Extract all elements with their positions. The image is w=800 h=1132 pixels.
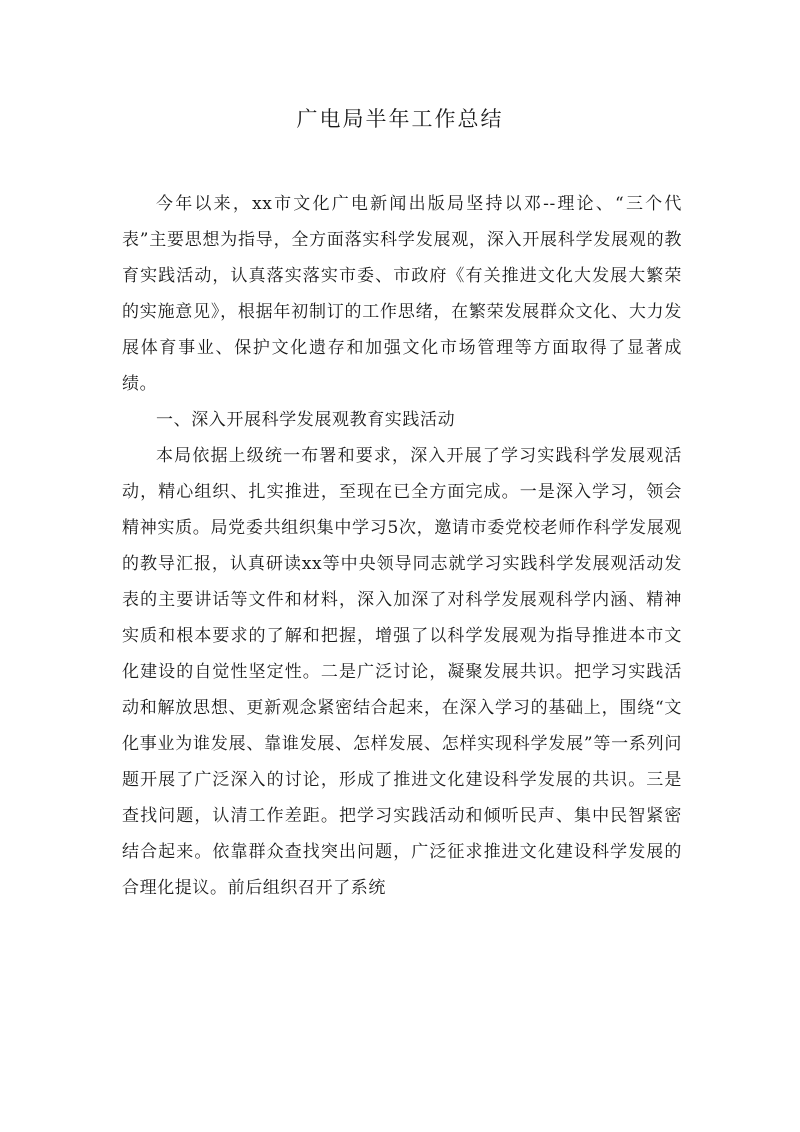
document-body: [122, 186, 682, 906]
intro-paragraph: 今年以来，xx市文化广电新闻出版局坚持以邓--理论、“三个代表”主要思想为指导，全方面落实科学发展观，深入开展科学发展观的教育实践活动，认真落实落实市委、市政府《有关推进文化大发展大繁荣的实施意见》，根据年初制订的工作思绪，在繁荣发展群众文化、大力发展体育事业、保护文化遗存和加强文化市场管理等方面取得了显著成绩。: [122, 194, 682, 394]
document-title: 广电局半年工作总结: [296, 107, 504, 131]
body-paragraph: 本局依据上级统一布署和要求，深入开展了学习实践科学发展观活动，精心组织、扎实推进，至现在已全方面完成。一是深入学习，领会精神实质。局党委共组织集中学习5次，邀请市委党校老师作科学发展观的教导汇报，认真研读xx等中央领导同志就学习实践科学发展观活动发表的主要讲话等文件和材料，深入加深了对科学发展观科学内涵、精神实质和根本要求的了解和把握，增强了以科学发展观为指导推进本市文化建设的自觉性坚定性。二是广泛讨论，凝聚发展共识。把学习实践活动和解放思想、更新观念紧密结合起来，在深入学习的基础上，围绕“文化事业为谁发展、靠谁发展、怎样发展、怎样实现科学发展”等一系列问题开展了广泛深入的讨论，形成了推进文化建设科学发展的共识。三是查找问题，认清工作差距。把学习实践活动和倾听民声、集中民智紧密结合起来。依靠群众查找突出问题，广泛征求推进文化建设科学发展的合理化提议。前后组织召开了系统: [122, 446, 682, 898]
section-heading: 一、深入开展科学发展观教育实践活动: [156, 410, 456, 430]
